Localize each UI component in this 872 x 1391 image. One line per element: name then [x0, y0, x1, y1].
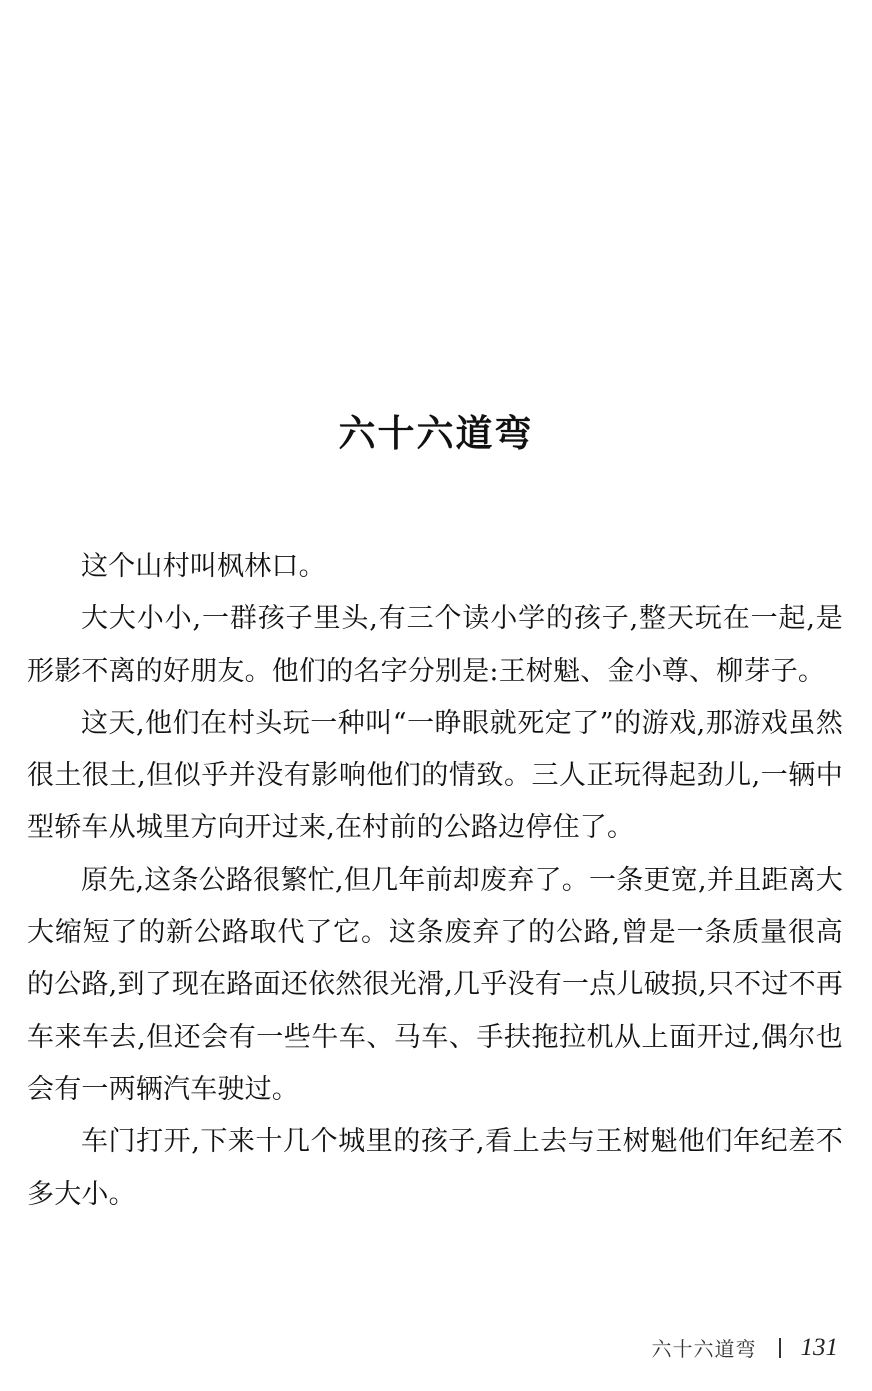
chapter-body	[27, 541, 843, 1221]
footer-divider	[779, 1338, 781, 1358]
page-number: 131	[800, 1333, 838, 1361]
paragraph: 原先,这条公路很繁忙,但几年前却废弃了。一条更宽,并且距离大大缩短了的新公路取代了它。这条废弃了的公路,曾是一条质量很高的公路,到了现在路面还依然很光滑,几乎没有一点儿破损,只不过不再车来车去,但还会有一些牛车、马车、手扶拖拉机从上面开过,偶尔也会有一两辆汽车驶过。	[27, 864, 843, 1105]
running-title: 六十六道弯	[651, 1337, 757, 1361]
paragraph: 车门打开,下来十几个城里的孩子,看上去与王树魁他们年纪差不多大小。	[27, 1126, 843, 1210]
paragraph: 这个山村叫枫林口。	[81, 551, 326, 582]
paragraph: 大大小小,一群孩子里头,有三个读小学的孩子,整天玩在一起,是形影不离的好朋友。他们的名字分别是:王树魁、金小尊、柳芽子。	[27, 603, 843, 687]
chapter-title: 六十六道弯	[338, 411, 534, 455]
paragraph: 这天,他们在村头玩一种叫“一睁眼就死定了”的游戏,那游戏虽然很土很土,但似乎并没有影响他们的情致。三人正玩得起劲儿,一辆中型轿车从城里方向开过来,在村前的公路边停住了。	[27, 707, 843, 844]
page-footer	[652, 1333, 839, 1362]
